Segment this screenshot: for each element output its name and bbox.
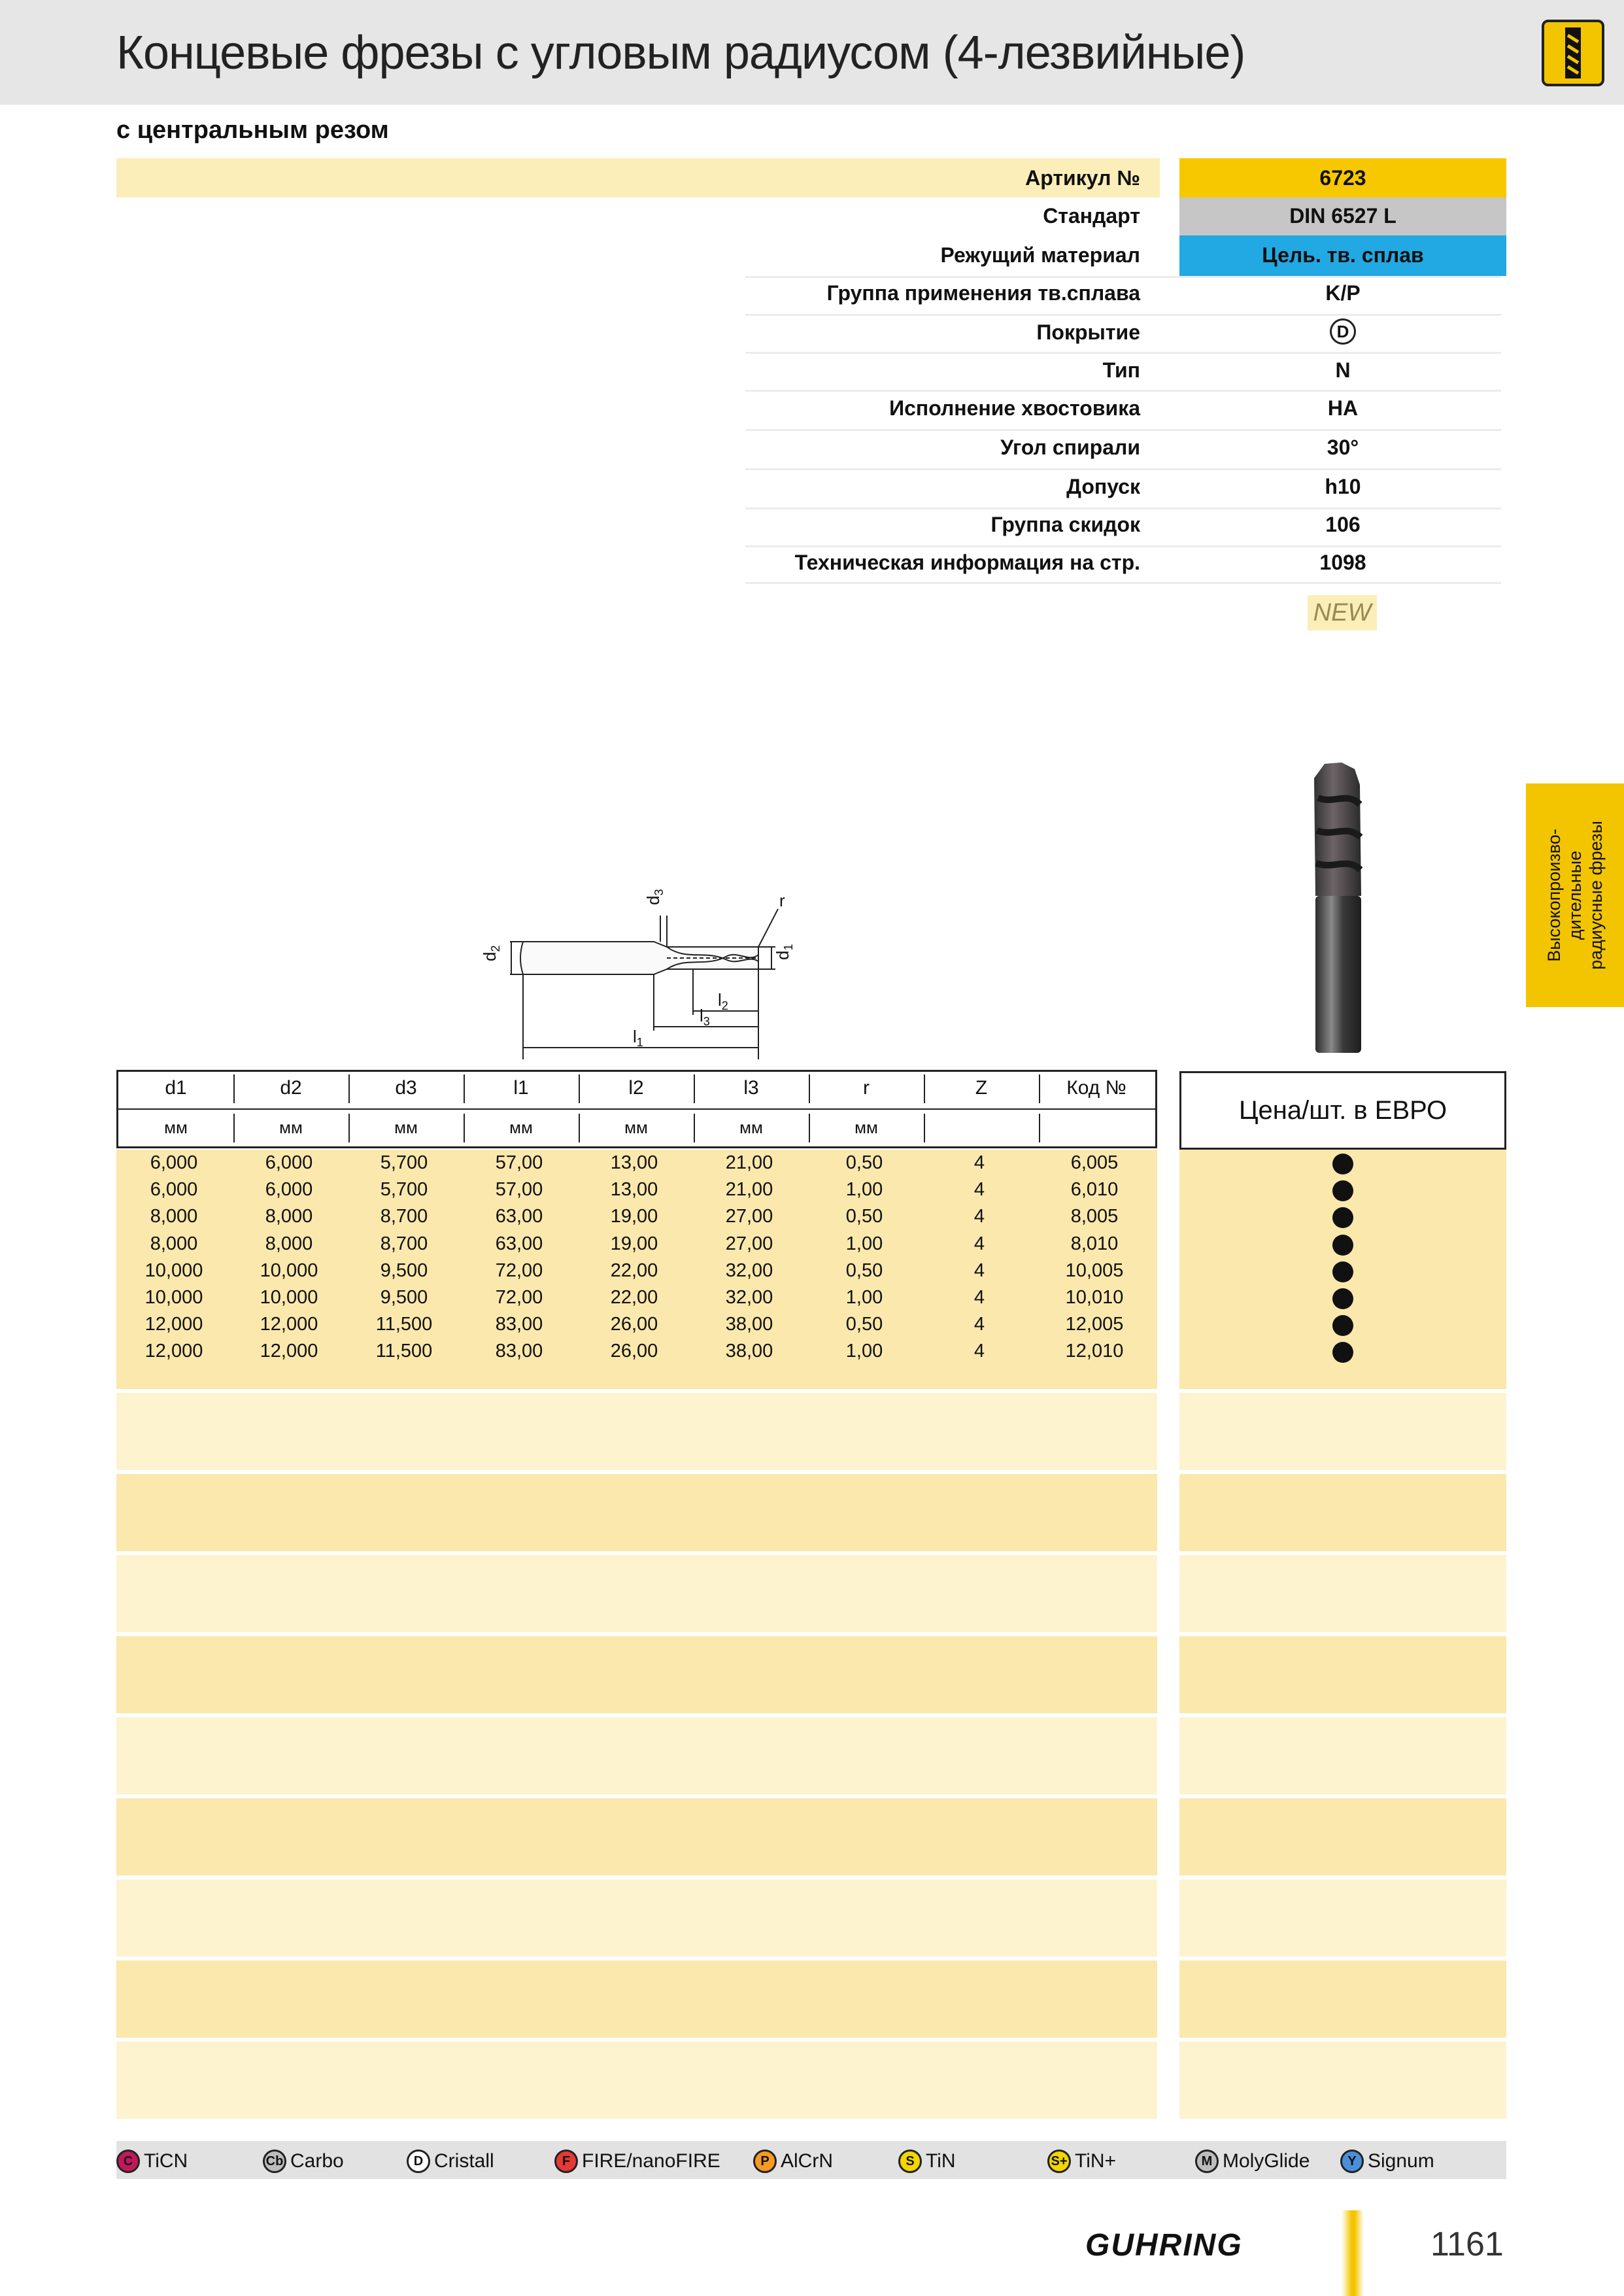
coating-icon: S — [898, 2150, 922, 2173]
empty-band — [116, 1636, 1157, 1713]
spec-label-application: Группа применения тв.сплава — [826, 281, 1140, 305]
coating-icon: M — [1195, 2150, 1219, 2173]
technical-drawing — [471, 876, 824, 1066]
col-sep — [233, 1114, 235, 1142]
unit-label: мм — [739, 1118, 763, 1137]
spec-divider — [745, 468, 1501, 470]
table-cell: 38,00 — [725, 1341, 773, 1362]
table-cell: 83,00 — [495, 1314, 543, 1335]
empty-band — [116, 1717, 1157, 1794]
coating-icon: F — [554, 2150, 578, 2173]
spec-label-article: Артикул № — [1025, 166, 1140, 190]
legend-item — [263, 2148, 344, 2175]
spec-label-discount: Группа скидок — [990, 513, 1140, 536]
table-cell: 1,00 — [845, 1233, 883, 1254]
spec-label-techinfo: Техническая информация на стр. — [794, 551, 1140, 574]
unit-label: мм — [509, 1118, 533, 1137]
table-cell: 21,00 — [725, 1152, 773, 1173]
dim-l2: $l_2$ — [718, 990, 728, 1012]
table-cell: 13,00 — [610, 1179, 658, 1201]
table-cell: 32,00 — [725, 1287, 773, 1308]
spec-value-shank: HA — [1327, 396, 1359, 420]
side-tab-text — [1544, 821, 1606, 970]
dim-l1: $l_1$ — [633, 1027, 643, 1049]
table-cell: 8,000 — [265, 1233, 313, 1254]
table-cell: 12,005 — [1065, 1314, 1124, 1335]
table-cell: 12,000 — [144, 1314, 203, 1335]
table-cell: 4 — [973, 1341, 985, 1362]
col-sep — [809, 1074, 810, 1103]
spec-value-discount: 106 — [1325, 513, 1361, 536]
new-badge: NEW — [1308, 595, 1377, 630]
col-header: l3 — [743, 1077, 759, 1099]
availability-dot-icon — [1332, 1261, 1353, 1282]
col-header: Код № — [1066, 1077, 1126, 1099]
table-cell: 4 — [973, 1152, 985, 1173]
spec-label-standard: Стандарт — [1043, 204, 1140, 228]
spec-divider — [745, 390, 1501, 392]
spec-divider — [745, 276, 1501, 278]
col-header: r — [863, 1077, 870, 1099]
spec-divider — [745, 314, 1501, 316]
coating-icon: D — [407, 2150, 430, 2173]
coating-icon: Cb — [263, 2150, 286, 2173]
table-cell: 1,00 — [845, 1287, 883, 1308]
table-cell: 6,005 — [1070, 1152, 1119, 1173]
col-sep — [809, 1114, 810, 1142]
table-cell: 11,500 — [375, 1341, 433, 1362]
table-cell: 6,000 — [265, 1179, 313, 1201]
col-header: l1 — [513, 1077, 529, 1099]
spec-label-tolerance: Допуск — [1066, 475, 1140, 498]
empty-band — [116, 1555, 1157, 1632]
table-cell: 5,700 — [380, 1152, 428, 1173]
availability-dot-icon — [1332, 1235, 1353, 1256]
coating-icon: Y — [1340, 2150, 1364, 2173]
page-number: 1161 — [1430, 2225, 1504, 2263]
legend-item — [554, 2148, 720, 2175]
section-side-tab — [1526, 783, 1624, 1007]
col-sep — [694, 1114, 695, 1142]
dim-d1: $d_1$ — [773, 944, 795, 960]
empty-band — [116, 1474, 1157, 1551]
col-sep — [694, 1074, 695, 1103]
table-cell: 83,00 — [495, 1341, 543, 1362]
legend-item — [407, 2148, 494, 2175]
availability-dot-icon — [1332, 1180, 1353, 1201]
table-cell: 6,000 — [265, 1152, 313, 1173]
brand-logo: GUHRING — [1085, 2228, 1243, 2263]
dim-l3: $l_3$ — [700, 1006, 710, 1028]
table-cell: 11,500 — [375, 1314, 433, 1335]
table-cell: 26,00 — [610, 1314, 658, 1335]
spec-value-material: Цель. тв. сплав — [1262, 243, 1424, 267]
table-cell: 0,50 — [845, 1206, 883, 1227]
legend-label: Cristall — [434, 2150, 494, 2172]
table-cell: 10,005 — [1065, 1259, 1124, 1281]
legend-label: AlCrN — [781, 2150, 833, 2172]
legend-label: MolyGlide — [1223, 2150, 1310, 2172]
empty-band — [1179, 1961, 1506, 2038]
col-sep — [348, 1074, 350, 1103]
table-cell: 22,00 — [610, 1287, 658, 1308]
table-cell: 12,000 — [260, 1314, 318, 1335]
table-cell: 8,700 — [380, 1206, 428, 1227]
legend-item — [898, 2148, 956, 2175]
table-cell: 12,000 — [144, 1341, 203, 1362]
col-sep — [1039, 1074, 1040, 1103]
col-header: d1 — [165, 1077, 187, 1099]
table-cell: 12,010 — [1065, 1341, 1124, 1362]
empty-band — [1179, 1879, 1506, 1957]
table-cell: 4 — [973, 1233, 985, 1254]
spec-value-standard: DIN 6527 L — [1289, 204, 1396, 228]
table-cell: 6,000 — [150, 1179, 198, 1201]
table-cell: 6,010 — [1070, 1179, 1119, 1201]
legend-label: Signum — [1368, 2150, 1434, 2172]
table-cell: 10,000 — [144, 1287, 203, 1308]
col-header: l2 — [628, 1077, 644, 1099]
table-cell: 12,000 — [260, 1341, 318, 1362]
table-cell: 10,010 — [1065, 1287, 1124, 1308]
price-header: Цена/шт. в ЕВРО — [1179, 1071, 1506, 1150]
coating-icon: S+ — [1047, 2150, 1071, 2173]
unit-label: мм — [624, 1118, 648, 1137]
spec-label-shank: Исполнение хвостовика — [889, 396, 1140, 420]
legend-item — [1195, 2148, 1310, 2175]
table-cell: 22,00 — [610, 1259, 658, 1281]
table-cell: 6,000 — [150, 1152, 198, 1173]
col-header: Z — [975, 1077, 988, 1099]
empty-band — [116, 1879, 1157, 1957]
dim-d3: $d_3$ — [643, 889, 666, 905]
table-cell: 4 — [973, 1179, 985, 1201]
table-cell: 10,000 — [260, 1259, 318, 1281]
availability-dot-icon — [1332, 1154, 1353, 1174]
table-cell: 10,000 — [144, 1259, 203, 1281]
spec-divider — [745, 507, 1501, 509]
legend-label: TiCN — [144, 2150, 188, 2172]
table-cell: 4 — [973, 1287, 985, 1308]
spec-label-coating: Покрытие — [1036, 320, 1140, 344]
table-cell: 72,00 — [495, 1287, 543, 1308]
table-cell: 13,00 — [610, 1152, 658, 1173]
legend-label: TiN — [926, 2150, 956, 2172]
empty-band — [1179, 2042, 1506, 2119]
spec-value-techinfo: 1098 — [1319, 551, 1366, 574]
availability-dot-icon — [1332, 1315, 1353, 1336]
col-sep — [579, 1114, 580, 1142]
page-title: Концевые фрезы с угловым радиусом (4-лезвийные) — [116, 27, 1245, 79]
spec-divider — [745, 582, 1501, 584]
table-cell: 10,000 — [260, 1287, 318, 1308]
col-sep — [233, 1074, 235, 1103]
table-cell: 0,50 — [845, 1259, 883, 1281]
coating-icon: C — [116, 2150, 140, 2173]
table-cell: 5,700 — [380, 1179, 428, 1201]
spec-band — [116, 158, 1160, 197]
legend-label: FIRE/nanoFIRE — [582, 2150, 720, 2172]
empty-band — [1179, 1393, 1506, 1470]
table-cell: 57,00 — [495, 1152, 543, 1173]
table-cell: 9,500 — [380, 1259, 428, 1281]
spec-value-article: 6723 — [1319, 166, 1366, 190]
legend-item — [1047, 2148, 1116, 2175]
table-cell: 19,00 — [610, 1233, 658, 1254]
table-cell: 1,00 — [845, 1341, 883, 1362]
col-sep — [924, 1114, 925, 1142]
table-cell: 8,010 — [1070, 1233, 1119, 1254]
table-cell: 63,00 — [495, 1233, 543, 1254]
dim-r: r — [779, 891, 785, 910]
legend-item — [1340, 2148, 1434, 2175]
spec-value-type: N — [1335, 358, 1351, 382]
empty-band — [1179, 1555, 1506, 1632]
legend-item — [116, 2148, 188, 2175]
table-cell: 21,00 — [725, 1179, 773, 1201]
coating-icon: P — [753, 2150, 777, 2173]
spec-divider — [745, 545, 1501, 547]
unit-label: мм — [279, 1118, 303, 1137]
table-cell: 0,50 — [845, 1314, 883, 1335]
side-tab-line: дительные — [1565, 850, 1585, 940]
table-cell: 8,000 — [265, 1206, 313, 1227]
table-cell: 27,00 — [725, 1206, 773, 1227]
table-cell: 8,700 — [380, 1233, 428, 1254]
table-cell: 9,500 — [380, 1287, 428, 1308]
table-cell: 72,00 — [495, 1259, 543, 1281]
col-sep — [1039, 1114, 1040, 1142]
spec-label-helix: Угол спирали — [1000, 436, 1140, 459]
table-cell: 8,005 — [1070, 1206, 1119, 1227]
page-subtitle: с центральным резом — [116, 116, 389, 144]
spec-divider — [745, 352, 1501, 354]
table-cell: 38,00 — [725, 1314, 773, 1335]
table-header — [116, 1070, 1157, 1148]
dim-d2: $d_2$ — [480, 945, 502, 961]
empty-band — [116, 1961, 1157, 2038]
spec-label-type: Тип — [1102, 358, 1140, 382]
table-cell: 19,00 — [610, 1206, 658, 1227]
col-sep — [464, 1074, 465, 1103]
col-sep — [464, 1114, 465, 1142]
drill-logo-glyph — [1544, 22, 1602, 84]
empty-band — [1179, 1717, 1506, 1794]
spec-value-application: K/P — [1325, 281, 1361, 305]
col-sep — [348, 1114, 350, 1142]
table-cell: 57,00 — [495, 1179, 543, 1201]
spec-label-material: Режущий материал — [940, 243, 1140, 267]
coating-cristall-icon: D — [1330, 318, 1356, 345]
empty-band — [116, 2042, 1157, 2119]
table-cell: 26,00 — [610, 1341, 658, 1362]
legend-label: TiN+ — [1075, 2150, 1117, 2172]
empty-band — [116, 1393, 1157, 1470]
availability-dot-icon — [1332, 1288, 1353, 1309]
table-cell: 0,50 — [845, 1152, 883, 1173]
col-sep — [579, 1074, 580, 1103]
end-mill-photo — [1281, 759, 1386, 1059]
col-header: d3 — [395, 1077, 417, 1099]
side-tab-line: Высокопроизво- — [1544, 829, 1564, 962]
side-tab-line: радиусные фрезы — [1586, 821, 1606, 970]
unit-label: мм — [394, 1118, 418, 1137]
legend-item — [753, 2148, 833, 2175]
table-cell: 8,000 — [150, 1206, 198, 1227]
empty-band — [1179, 1636, 1506, 1713]
table-cell: 4 — [973, 1314, 985, 1335]
table-cell: 32,00 — [725, 1259, 773, 1281]
spec-divider — [745, 429, 1501, 431]
header-divider — [118, 1108, 1155, 1110]
table-cell: 1,00 — [845, 1179, 883, 1201]
table-cell: 27,00 — [725, 1233, 773, 1254]
spec-value-helix: 30° — [1327, 436, 1359, 459]
table-cell: 8,000 — [150, 1233, 198, 1254]
unit-label: мм — [164, 1118, 188, 1137]
empty-band — [1179, 1474, 1506, 1551]
table-cell: 63,00 — [495, 1206, 543, 1227]
col-sep — [924, 1074, 925, 1103]
col-header: d2 — [280, 1077, 302, 1099]
empty-band — [116, 1798, 1157, 1876]
footer-stripe — [1342, 2210, 1364, 2296]
spec-value-tolerance: h10 — [1325, 475, 1361, 498]
table-cell: 4 — [973, 1259, 985, 1281]
drill-logo-icon — [1542, 20, 1604, 86]
legend-label: Carbo — [290, 2150, 344, 2172]
table-cell: 4 — [973, 1206, 985, 1227]
empty-band — [1179, 1798, 1506, 1876]
unit-label: мм — [854, 1118, 878, 1137]
